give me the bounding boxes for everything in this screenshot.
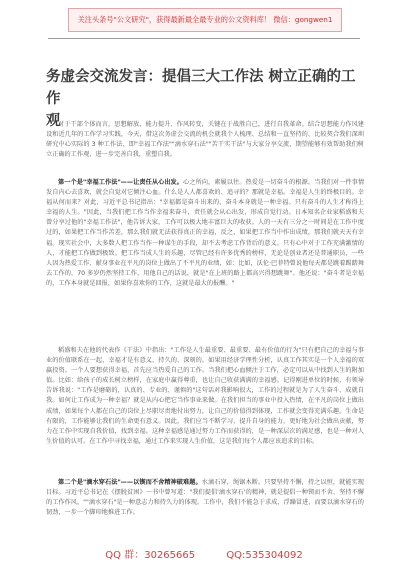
paragraph-text: 水滴石穿，绳锯木断。只要坚持不懈，持之以恒，就能实现目标。习近平总书记在《摆脱贫困》一书中曾写道："我们提倡'滴水穿石'的精神，就是提倡一种锲而不舍、坚持不懈的工作作风。""滴水穿石"是一种意志力和持久力的体现。工作中，我们不能急于求成、浮躁冒进，而要以滴水穿石的韧劲，一步一个脚印地推进工作。	[46, 479, 364, 517]
paragraph-lead: 第一个是"幸福工作法"——让责任从心出发。	[58, 179, 184, 186]
qq-text: QQ:535304092	[226, 550, 303, 561]
promo-banner	[68, 8, 342, 32]
paragraph-method-2	[46, 478, 364, 518]
title-line-1: 务虚会交流发言：提倡三大工作法 树立正确的工作	[46, 69, 356, 107]
paragraph-text: 心之所向，素履以往。热爱是一切奋斗的根源。当我们对一件事情发自内心去喜欢，就会自觉对它倾注心血。什么是人人都喜欢的、追寻的？那就是幸福。幸福是人生的终极目的。幸福从何而来？对此，习近平总书记指出："幸福都是奋斗出来的，奋斗本身就是一种幸福。只有奋斗的人生才称得上幸福的人生。"因此，当我们把工作当作幸福来奋斗，责任就会从心出发，形成自觉行动。日本知名企业家稻盛和夫曾分享过他的"幸福工作法"，他告诉大家，工作可以极大地丰富巨大的收获。人的一天有三分之一时间是在工作中度过的，如果把工作当作苦差，那么我们就无法获得真正的幸福，反之，如果把工作当中作出成绩，那我们就天天有幸福。现实社会中，大多数人把工作当作一种谋生的手段，却不去考虑工作背后的意义。只有心中对于工作充满激情的人，才能把工作做到极致。把工作当成人生的乐趣，尽管已经有许多优秀的榜样，无论是创业者还是普通职员，一些人因为热爱工作、献身事业在平凡的岗位上做出了不平凡的业绩，如：比如，沃伦·巴菲特曾说他每天都是跳着踢踏舞去工作的，70 多岁仍然坚持工作，用他自己的话说，就是"在上班的路上都高兴得想跳舞"。他还说："奋斗者是幸福的，工作本身就是回报，如果你喜欢你的工作，这就是最大的报酬。"	[46, 179, 364, 287]
paragraph-text: 稻盛和夫在他的代表作《干法》中指出："工作是人生最重要、最重要、最有价值的行为"只有把自己的幸福与事业的价值联系在一起，幸福才是有意义、持久的、深刻的。如果用经济学理性分析，认真工作其实是一个人幸福的双赢投资。一个人要想获得幸福，首先应当热爱自己的工作。当我们把心血倾注于工作，必定可以从中找到人生的附加值。比如：给孩子的成长树立榜样，在家庭中赢得尊重，也让自己收获满满的幸福感。记得刚进单位的时候，有领导告诉我说："工作是磨砺的，认真的、专业的、谨慎的"这句话对我影响很大，工作的过程就是为了人生奋斗、成就自我。如何让工作成为一种幸福？就是从内心把它当作事业来做。在我们担当的事业中投入热情，在平凡的岗位上做出成绩，如果每个人都在自己的岗位上尽职尽责地付出努力，让自己的价值得到体现，工作就会变得充满乐趣。生命是有限的，工作能够让我们的生命更有意义。因此，我们应当不断学习，提升自身的能力，更好地为社会做出贡献，努力在工作中实现自我价值，找到幸福。这种幸福感是通过努力工作而获得的，是一种深层次的满足感，也是一种对人生价值的认可。在工作中寻找幸福，通过工作来实现人生价值，这是我们每个人都应该追求的目标。	[46, 347, 364, 445]
paragraph-text: 对于干部个体而言，思想解放、能力提升、作风转变，关键在于战胜自己，进行自我革命。结合思想能力作风建设和近几年的工作学习实践，今天，借这次务虚会交流的机会就我个人梳理、总结和一直坚持的、比较契合我们深圳研究中心实际的 3 种工作法、即"幸福工作法""滴水穿石法""苦干实干法"与大家分享交流，期望能够有效帮助我们树立正确的工作观，进一步完善自我，重塑自我。	[46, 121, 364, 159]
header-rule	[48, 38, 360, 39]
paragraph-intro	[46, 120, 364, 160]
paragraph-method-1-cont	[46, 346, 364, 447]
paragraph-method-1	[46, 178, 364, 289]
paragraph-lead: 第二个是"滴水穿石法"——以锲而不舍精神破难题。	[58, 479, 202, 486]
qq-group-text: QQ 群：30265665	[105, 550, 196, 561]
title-line-2: 观	[46, 113, 61, 129]
contact-footer	[0, 546, 408, 561]
promo-banner-text: 关注头条号"公文研究"，获得最新最全最专业的公文资料库！ 微信：gongwen1	[77, 15, 333, 24]
